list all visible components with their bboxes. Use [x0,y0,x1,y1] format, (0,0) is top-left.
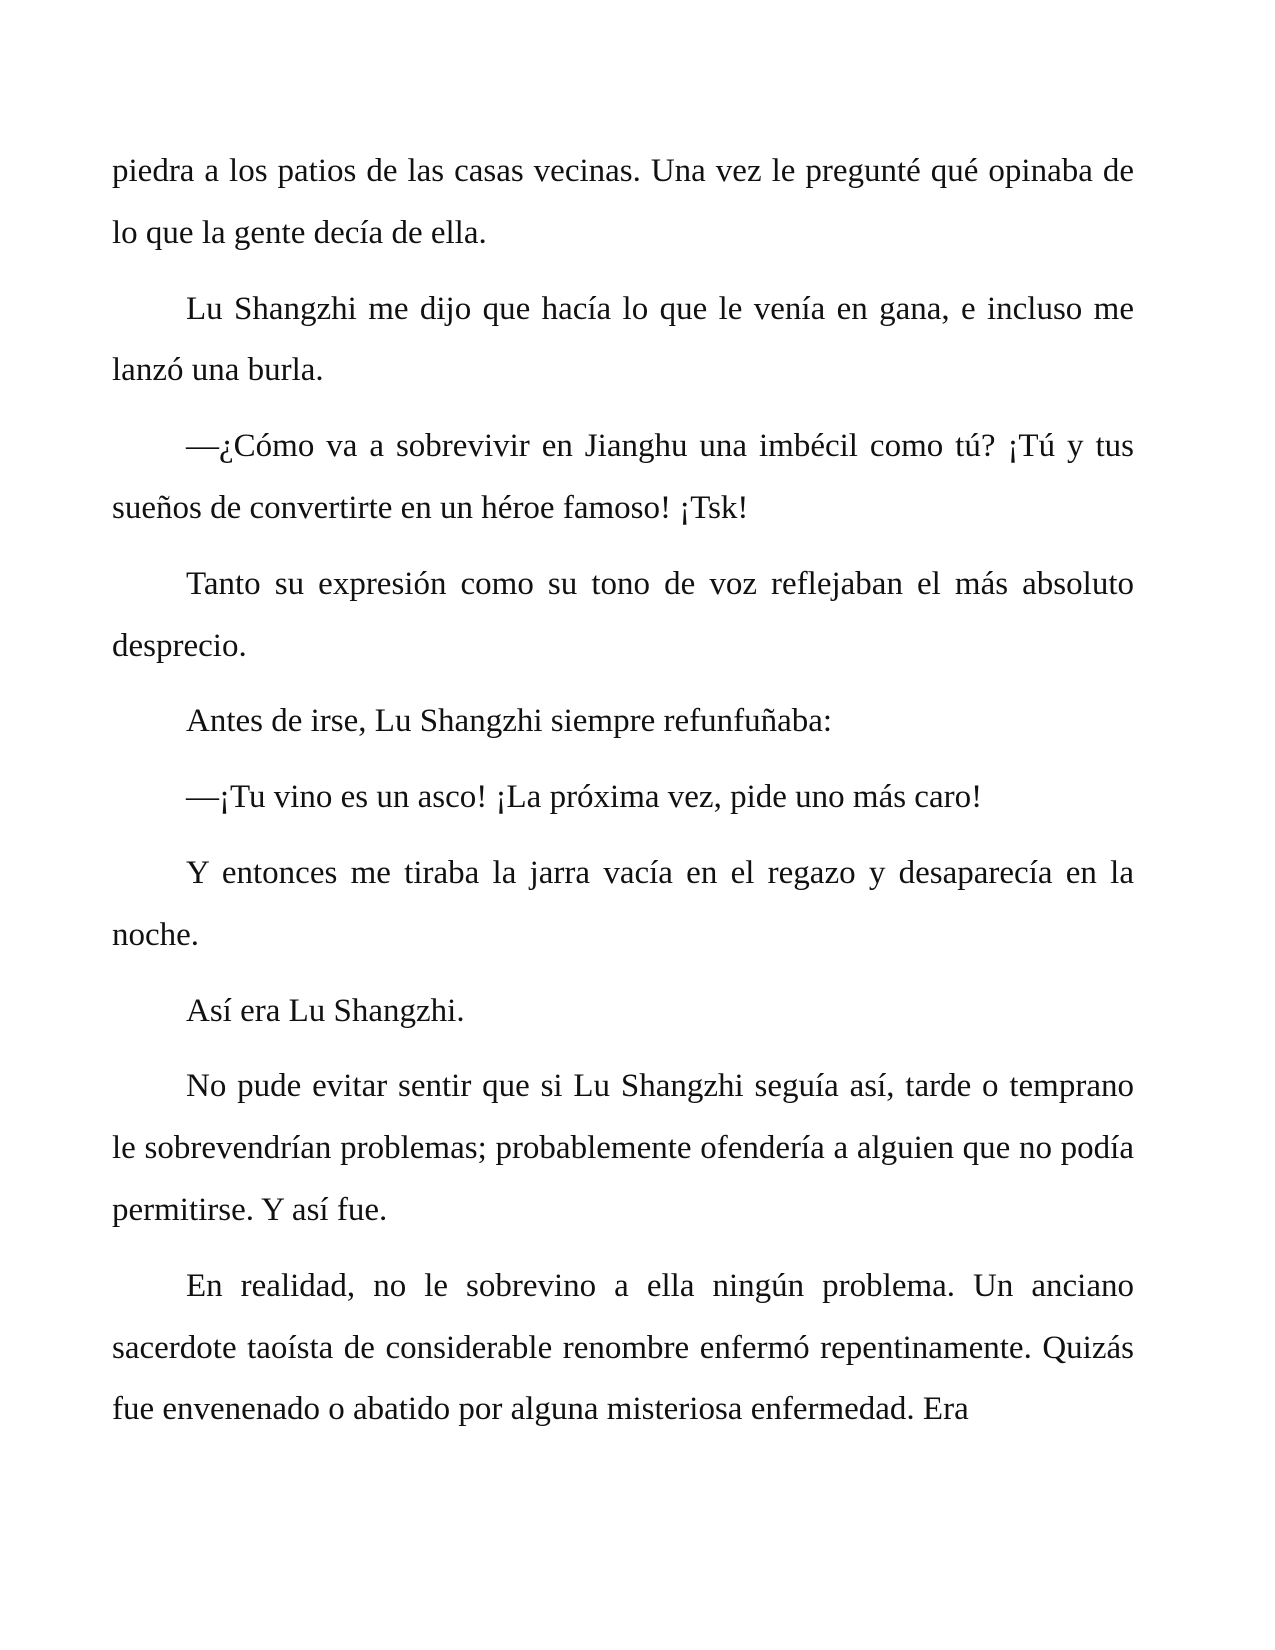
document-page [112,141,1134,1455]
paragraph: Y entonces me tiraba la jarra vacía en el regazo y desaparecía en la noche. [112,854,1134,953]
paragraph: En realidad, no le sobrevino a ella ningún problema. Un anciano sacerdote taoísta de considerable renombre enfermó repentinamente. Quizás fue envenenado o abatido por alguna misteriosa enfermedad. Era [112,1267,1134,1428]
paragraph: Tanto su expresión como su tono de voz reflejaban el más absoluto desprecio. [112,565,1134,664]
dialogue-paragraph: —¿Cómo va a sobrevivir en Jianghu una imbécil como tú? ¡Tú y tus sueños de convertirte en un héroe famoso! ¡Tsk! [112,428,1134,526]
dialogue-paragraph: —¡Tu vino es un asco! ¡La próxima vez, pide uno más caro! [186,779,983,816]
paragraph: No pude evitar sentir que si Lu Shangzhi seguía así, tarde o temprano le sobrevendrían problemas; probablemente ofendería a alguien que no podía permitirse. Y así fue. [112,1068,1134,1228]
paragraph-continuation: piedra a los patios de las casas vecinas. Una vez le pregunté qué opinaba de lo que la gente decía de ella. [112,153,1134,251]
paragraph: Lu Shangzhi me dijo que hacía lo que le venía en gana, e incluso me lanzó una burla. [112,290,1134,389]
paragraph: Antes de irse, Lu Shangzhi siempre refunfuñaba: [186,703,833,740]
paragraph: Así era Lu Shangzhi. [186,992,465,1029]
